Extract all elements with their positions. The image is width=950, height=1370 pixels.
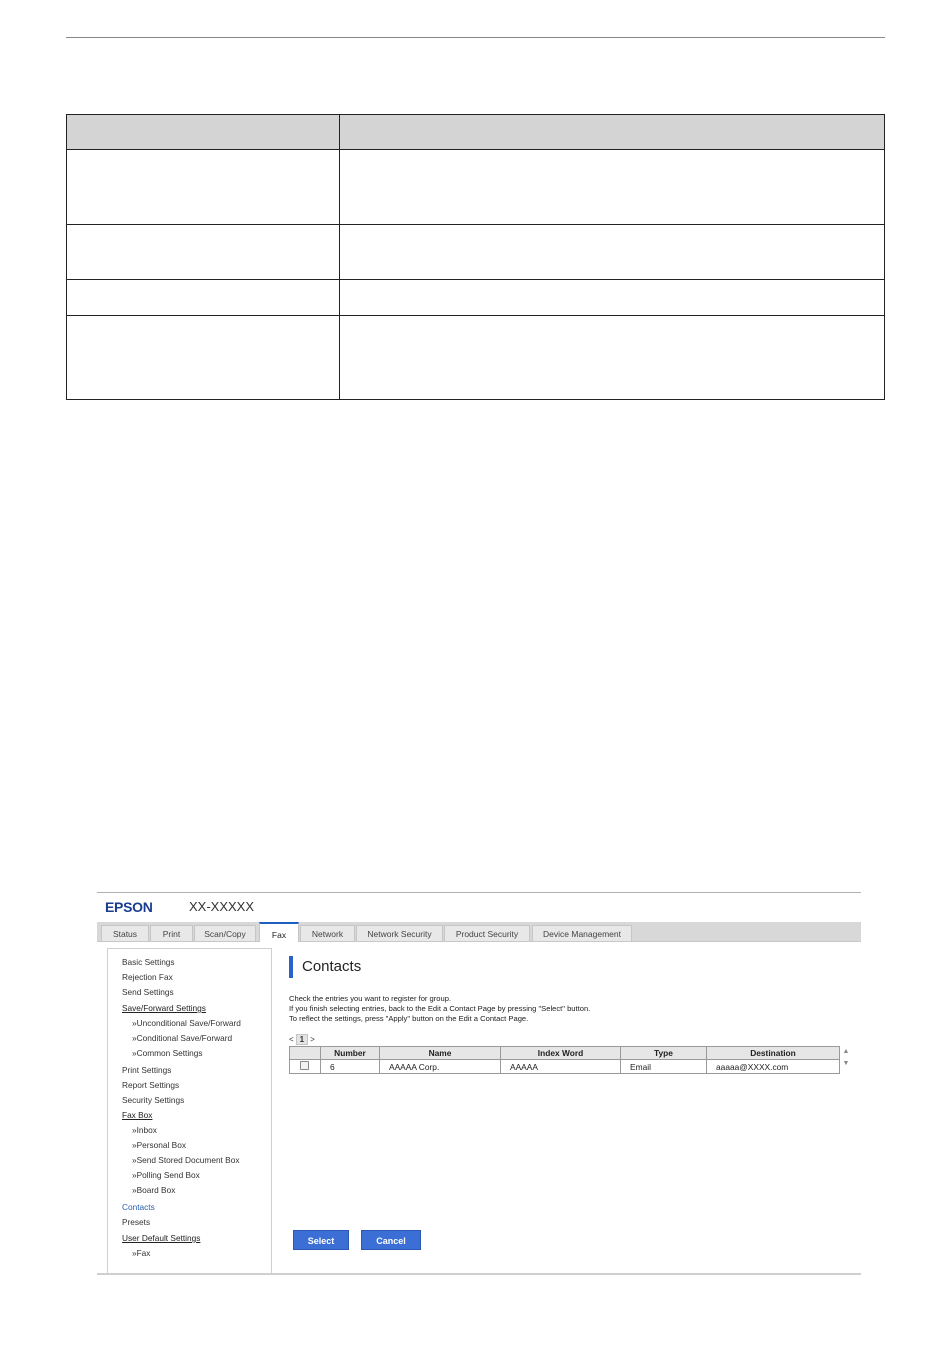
tab-fax[interactable]: Fax (259, 922, 299, 942)
column-header-index-word[interactable]: Index Word (501, 1047, 621, 1060)
sidebar-item-common-settings[interactable]: »Common Settings (132, 1048, 203, 1058)
row-checkbox[interactable] (300, 1061, 309, 1070)
model-name: XX-XXXXX (189, 899, 255, 914)
sidebar-item-print-settings[interactable]: Print Settings (122, 1065, 172, 1075)
select-button[interactable]: Select (293, 1230, 349, 1250)
scroll-down-icon[interactable]: ▼ (842, 1060, 850, 1067)
settings-table-row (67, 150, 885, 225)
column-header-number[interactable]: Number (321, 1047, 380, 1060)
cell-type: Email (621, 1060, 707, 1074)
column-header-name[interactable]: Name (380, 1047, 501, 1060)
page-header-rule (66, 37, 885, 38)
sidebar-item-report-settings[interactable]: Report Settings (122, 1080, 180, 1090)
main-panel (282, 948, 857, 1273)
brand-bar (97, 893, 861, 921)
tab-print[interactable]: Print (150, 925, 193, 941)
settings-table (66, 114, 885, 400)
scroll-up-icon[interactable]: ▲ (842, 1048, 850, 1055)
cell-number: 6 (321, 1060, 380, 1074)
tab-product-security[interactable]: Product Security (444, 925, 530, 941)
column-header-select (290, 1047, 321, 1060)
settings-table-header-cell (67, 115, 340, 150)
brand-logo: EPSON (105, 899, 153, 915)
tab-network-security[interactable]: Network Security (356, 925, 443, 941)
tab-bar (97, 922, 861, 942)
cell-name: AAAAA Corp. (380, 1060, 501, 1074)
sidebar-item-board-box[interactable]: »Board Box (132, 1185, 176, 1195)
sidebar-item-send-settings[interactable]: Send Settings (122, 987, 174, 997)
cell-index-word: AAAAA (501, 1060, 621, 1074)
column-header-destination[interactable]: Destination (707, 1047, 840, 1060)
table-scrollbar[interactable] (841, 1046, 851, 1076)
contacts-table-header-row (290, 1047, 840, 1060)
settings-table-row (67, 280, 885, 316)
sidebar-section-fax-box[interactable]: Fax Box (122, 1110, 153, 1120)
sidebar-section-save-forward[interactable]: Save/Forward Settings (122, 1003, 206, 1013)
sidebar-item-basic-settings[interactable]: Basic Settings (122, 957, 175, 967)
settings-table-header-row (67, 115, 885, 150)
settings-table-header-cell (340, 115, 885, 150)
sidebar-item-inbox[interactable]: »Inbox (132, 1125, 157, 1135)
title-accent-bar (289, 956, 293, 978)
settings-table-row (67, 316, 885, 400)
tab-scan-copy[interactable]: Scan/Copy (194, 925, 256, 941)
sidebar-item-security-settings[interactable]: Security Settings (122, 1095, 185, 1105)
sidebar-item-send-stored-document-box[interactable]: »Send Stored Document Box (132, 1155, 240, 1165)
page-title: Contacts (302, 958, 362, 975)
sidebar-item-presets[interactable]: Presets (122, 1217, 151, 1227)
pager (289, 1034, 315, 1045)
sidebar-item-unconditional-save-forward[interactable]: »Unconditional Save/Forward (132, 1018, 241, 1028)
instruction-line-3: To reflect the settings, press "Apply" button on the Edit a Contact Page. (289, 1014, 529, 1023)
web-config-screenshot (97, 892, 861, 1275)
pager-next[interactable]: > (310, 1035, 315, 1044)
cell-destination: aaaaa@XXXX.com (707, 1060, 840, 1074)
sidebar-item-personal-box[interactable]: »Personal Box (132, 1140, 186, 1150)
pager-prev[interactable]: < (289, 1035, 294, 1044)
settings-table-row (67, 225, 885, 280)
column-header-type[interactable]: Type (621, 1047, 707, 1060)
tab-network[interactable]: Network (300, 925, 355, 941)
sidebar-item-contacts[interactable]: Contacts (122, 1202, 155, 1212)
sidebar-item-fax[interactable]: »Fax (132, 1248, 151, 1258)
instruction-line-1: Check the entries you want to register for group. (289, 994, 452, 1003)
tab-device-management[interactable]: Device Management (532, 925, 632, 941)
table-row[interactable] (290, 1060, 840, 1074)
contacts-table (289, 1046, 840, 1074)
tab-status[interactable]: Status (101, 925, 149, 941)
sidebar-item-polling-send-box[interactable]: »Polling Send Box (132, 1170, 200, 1180)
row-checkbox-cell[interactable] (290, 1060, 321, 1074)
sidebar-section-user-default-settings[interactable]: User Default Settings (122, 1233, 201, 1243)
instruction-line-2: If you finish selecting entries, back to the Edit a Contact Page by pressing "Select" button. (289, 1004, 591, 1013)
cancel-button[interactable]: Cancel (361, 1230, 421, 1250)
sidebar-item-rejection-fax[interactable]: Rejection Fax (122, 972, 173, 982)
pager-current-page[interactable]: 1 (296, 1034, 308, 1045)
screenshot-bottom-edge (97, 1273, 861, 1275)
sidebar-item-conditional-save-forward[interactable]: »Conditional Save/Forward (132, 1033, 233, 1043)
sidebar (107, 948, 272, 1275)
